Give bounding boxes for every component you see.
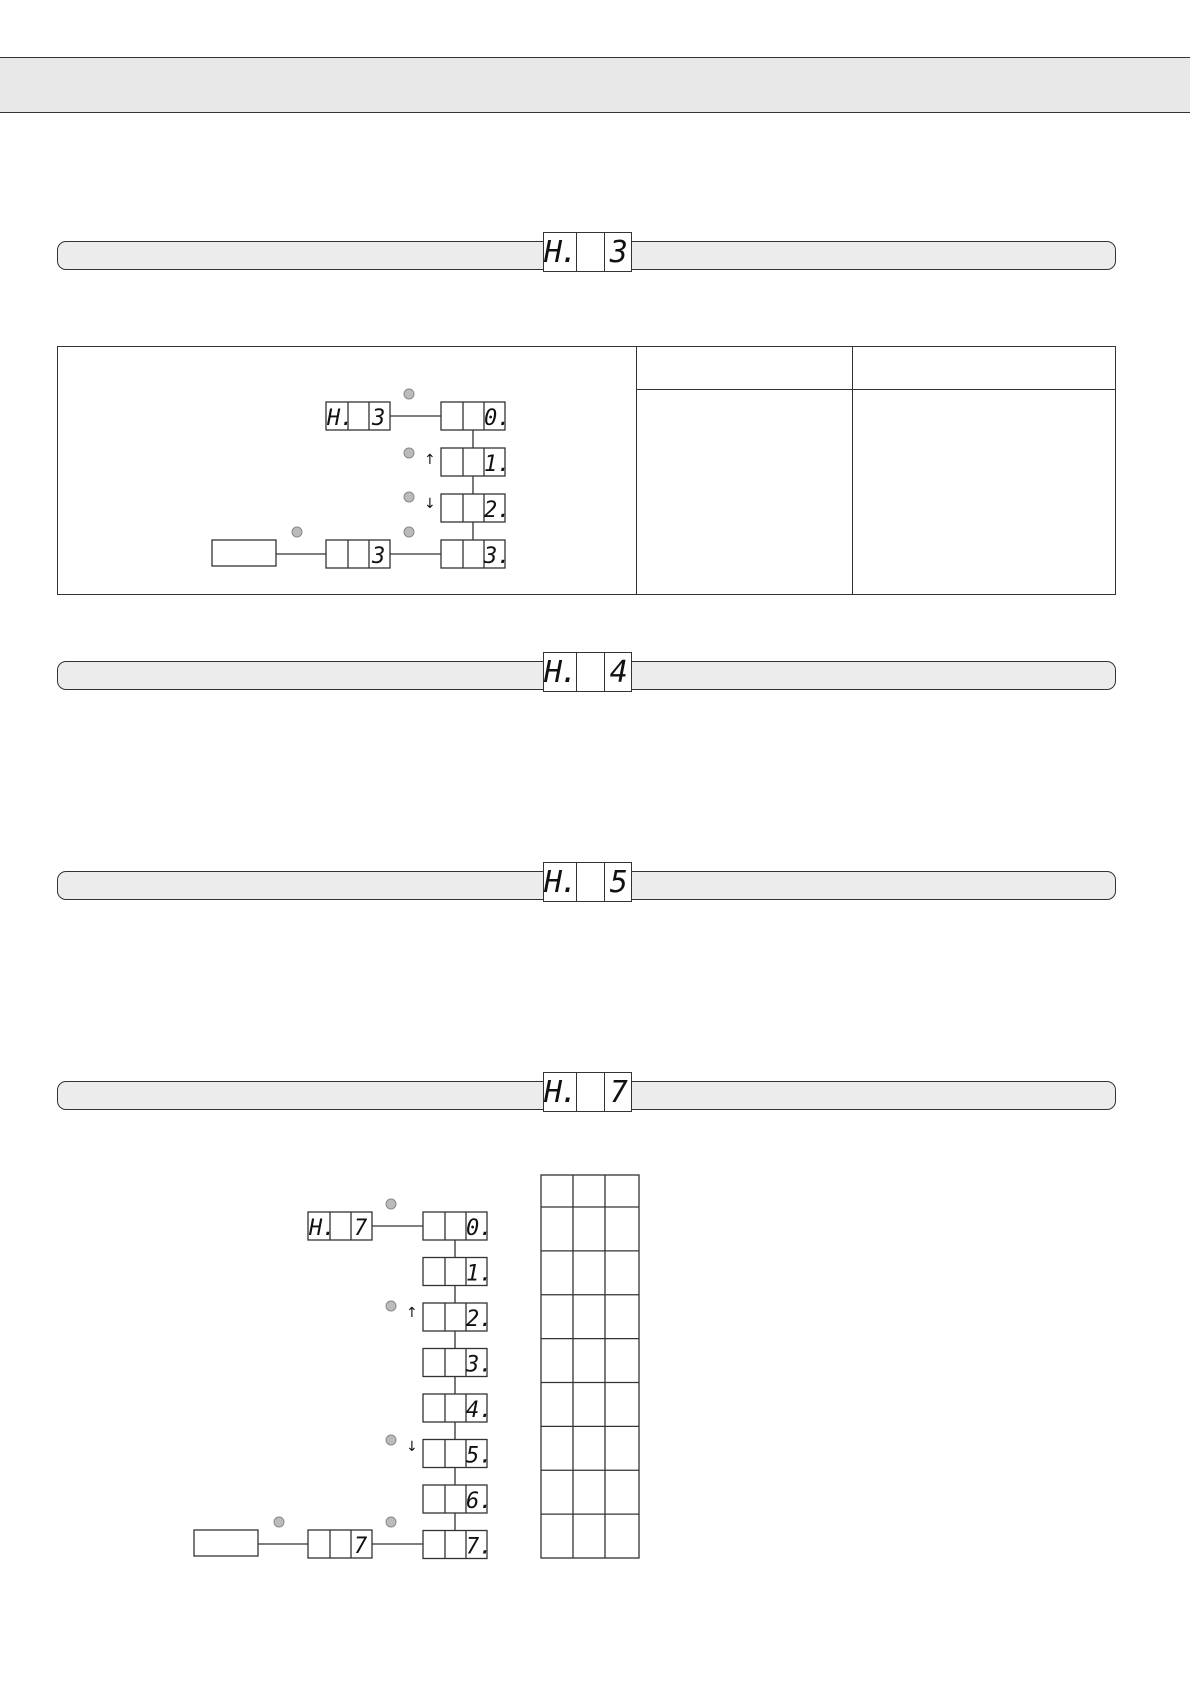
h7-blank-grid: [541, 1175, 639, 1558]
display-digit: H.: [327, 406, 354, 431]
value-digit: 6.: [466, 1489, 493, 1514]
led-icon: [404, 448, 414, 458]
value-digit: 1.: [484, 452, 511, 477]
code-digit: H.: [544, 1074, 577, 1110]
led-icon: [404, 527, 414, 537]
display-digit: 3: [372, 406, 386, 431]
set-digit: 3: [372, 544, 386, 569]
display-digit: H.: [309, 1216, 336, 1241]
led-icon: [386, 1517, 396, 1527]
value-digit: 5.: [466, 1443, 493, 1469]
code-digit: H.: [544, 654, 577, 690]
section-code-h7: [543, 1072, 632, 1112]
code-digit: [577, 863, 604, 901]
code-digit: [577, 1073, 604, 1111]
led-icon: [386, 1435, 396, 1445]
led-icon: [404, 492, 414, 502]
value-digit: 0.: [484, 406, 511, 431]
h7-leds: [274, 1199, 396, 1527]
value-digit: 1.: [466, 1261, 493, 1287]
section-code-h4: [543, 652, 632, 692]
value-digit: 2.: [484, 498, 511, 523]
value-digit: 0.: [466, 1216, 493, 1241]
value-digit: 3.: [484, 544, 511, 569]
led-icon: [386, 1301, 396, 1311]
blank-label-box: [212, 540, 276, 566]
value-digit: 3.: [466, 1352, 493, 1378]
h3-diagram: [212, 402, 505, 568]
grid-frame: [541, 1175, 639, 1558]
led-icon: [404, 389, 414, 399]
value-digit: 2.: [466, 1307, 493, 1332]
code-digit: 5: [609, 864, 626, 900]
led-icon: [292, 527, 302, 537]
section-code-h5: [543, 862, 632, 902]
code-digit: 3: [609, 234, 626, 270]
value-digit: 7.: [466, 1534, 493, 1560]
up-arrow-icon: ↑: [424, 452, 436, 468]
value-digit: 4.: [466, 1398, 493, 1423]
display-digit: 7: [354, 1216, 368, 1241]
led-icon: [274, 1517, 284, 1527]
code-digit: H.: [544, 234, 577, 270]
blank-label-box: [194, 1530, 258, 1556]
h7-set-row: [194, 1530, 423, 1558]
code-digit: 4: [609, 654, 626, 690]
code-digit: 7: [609, 1074, 626, 1110]
set-digit: 7: [354, 1534, 368, 1559]
down-arrow-icon: ↓: [406, 1439, 418, 1455]
code-digit: [577, 653, 604, 691]
code-digit: H.: [544, 864, 577, 900]
up-arrow-icon: ↑: [406, 1305, 418, 1321]
led-icon: [386, 1199, 396, 1209]
down-arrow-icon: ↓: [424, 496, 436, 512]
